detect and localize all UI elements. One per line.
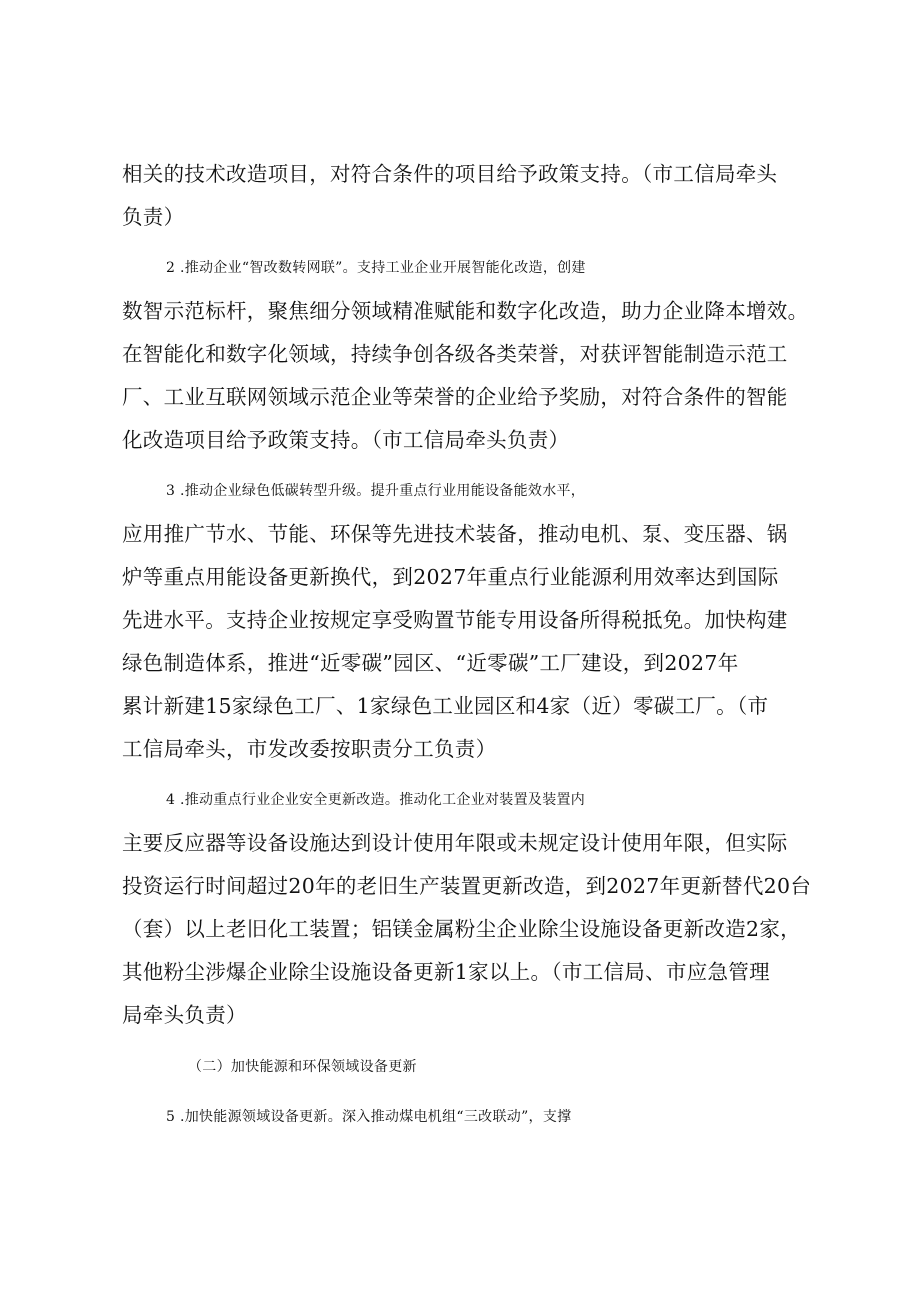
paragraph-3-line-4: 先进水平。支持企业按规定享受购置节能专用设备所得税抵免。加快构建 bbox=[122, 608, 788, 632]
paragraph-5-line-1: 5 .加快能源领域设备更新。深入推动煤电机组“三改联动”，支撑 bbox=[166, 1109, 572, 1125]
paragraph-3-line-3: 炉等重点用能设备更新换代，到2027年重点行业能源利用效率达到国际 bbox=[122, 565, 779, 589]
paragraph-3-line-6: 累计新建15家绿色工厂、1家绿色工业园区和4家（近）零碳工厂。（市 bbox=[122, 694, 769, 718]
paragraph-2-line-3: 在智能化和数字化领域，持续争创各级各类荣誉，对获评智能制造示范工 bbox=[122, 342, 788, 366]
paragraph-2-line-2: 数智示范标杆，聚焦细分领域精准赋能和数字化改造，助力企业降本增效。 bbox=[122, 299, 809, 323]
paragraph-2-line-1: 2 .推动企业“智改数转网联”。支持工业企业开展智能化改造，创建 bbox=[166, 260, 586, 276]
paragraph-1-line-1: 相关的技术改造项目，对符合条件的项目给予政策支持。（市工信局牵头 bbox=[122, 162, 778, 186]
paragraph-4-line-6: 局牵头负责） bbox=[122, 1003, 247, 1027]
paragraph-4-line-3: 投资运行时间超过20年的老旧生产装置更新改造，到2027年更新替代20台 bbox=[122, 874, 812, 898]
paragraph-3-line-1: 3 .推动企业绿色低碳转型升级。提升重点行业用能设备能效水平， bbox=[166, 483, 586, 499]
paragraph-4-line-2: 主要反应器等设备设施达到设计使用年限或未规定设计使用年限，但实际 bbox=[122, 831, 788, 855]
paragraph-3-line-5: 绿色制造体系，推进“近零碳”园区、“近零碳”工厂建设，到2027年 bbox=[122, 651, 739, 675]
paragraph-4-line-4: （套）以上老旧化工装置；铝镁金属粉尘企业除尘设施设备更新改造2家， bbox=[122, 917, 801, 941]
paragraph-3-line-7: 工信局牵头，市发改委按职责分工负责） bbox=[122, 737, 497, 761]
paragraph-3-line-2: 应用推广节水、节能、环保等先进技术装备，推动电机、泵、变压器、锅 bbox=[122, 522, 788, 546]
paragraph-2-line-5: 化改造项目给予政策支持。（市工信局牵头负责） bbox=[122, 428, 570, 452]
section-heading: （二）加快能源和环保领域设备更新 bbox=[188, 1059, 417, 1075]
paragraph-4-line-5: 其他粉尘涉爆企业除尘设施设备更新1家以上。（市工信局、市应急管理 bbox=[122, 960, 770, 984]
paragraph-4-line-1: 4 .推动重点行业企业安全更新改造。推动化工企业对装置及装置内 bbox=[166, 792, 586, 808]
paragraph-2-line-4: 厂、工业互联网领域示范企业等荣誉的企业给予奖励，对符合条件的智能 bbox=[122, 385, 788, 409]
paragraph-1-line-2: 负责） bbox=[122, 205, 185, 229]
